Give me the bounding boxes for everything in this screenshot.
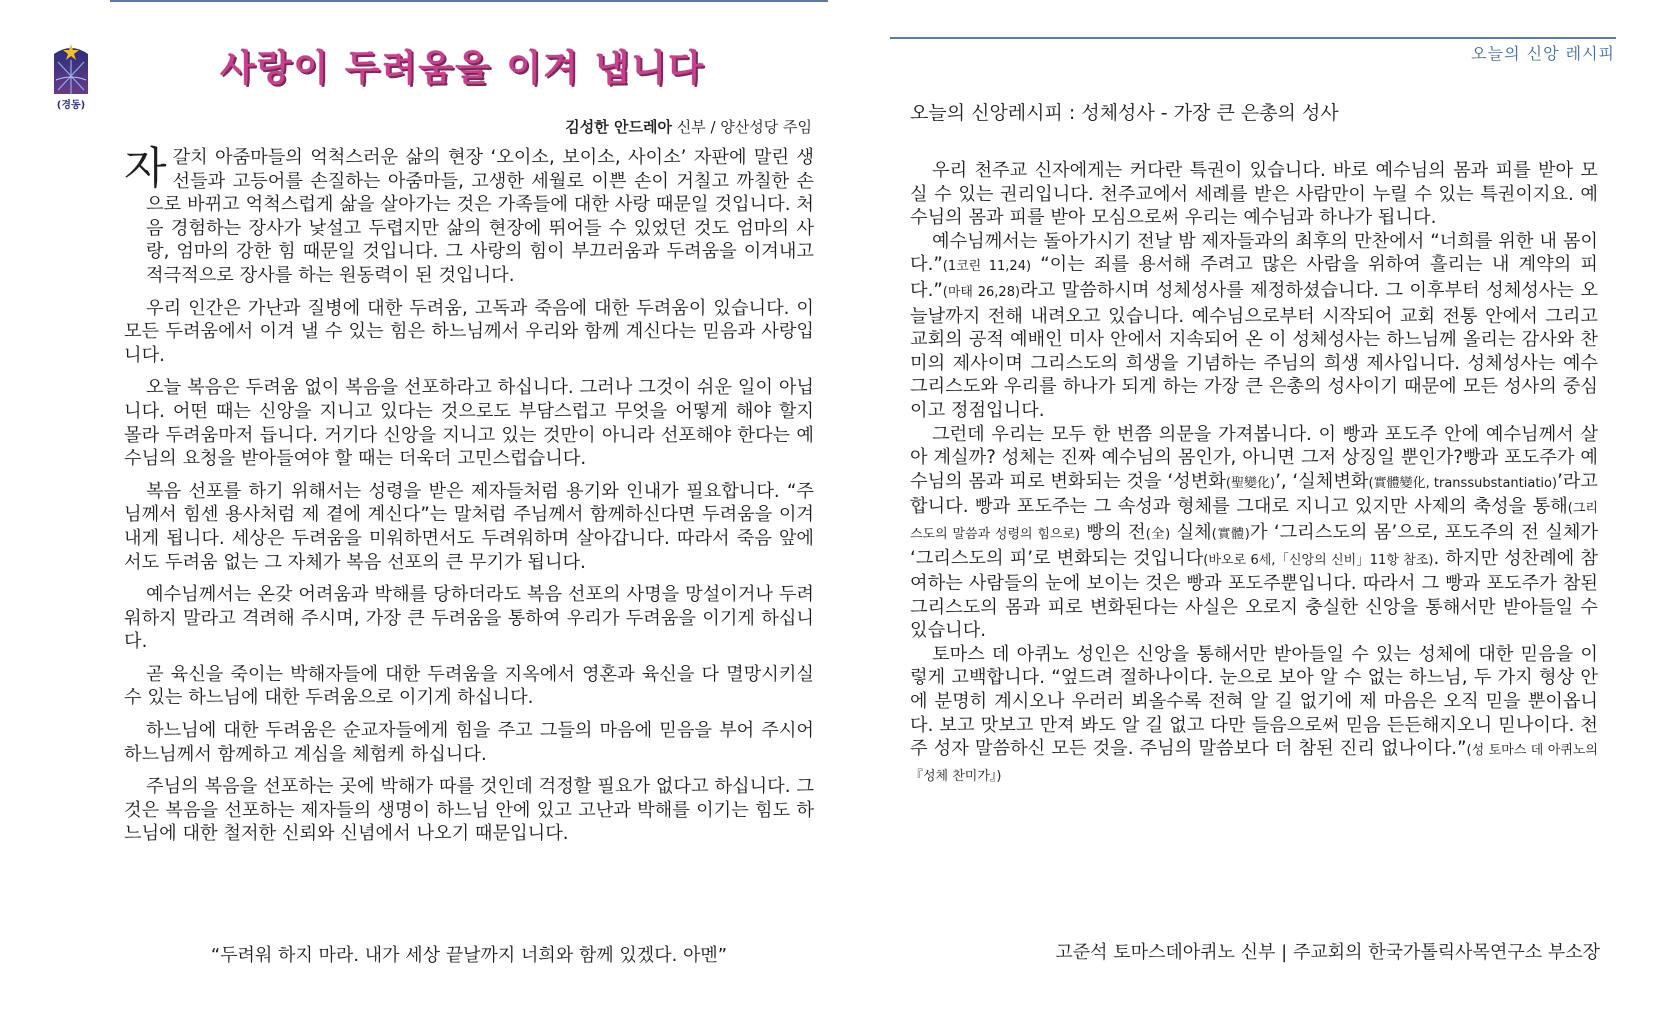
byline <box>565 116 812 137</box>
top-rule <box>110 0 828 2</box>
diocese-logo <box>50 40 92 112</box>
article-title: 사랑이 두려움을 이겨 냅니다 <box>220 48 705 89</box>
paragraph: 우리 인간은 가난과 질병에 대한 두려움, 고독과 죽음에 대한 두려움이 있습니다. 이 모든 두려움에서 이겨 낼 수 있는 힘은 하느님께서 우리와 함께 계신다는 믿음과 사랑입니다. <box>124 297 814 366</box>
right-page <box>890 0 1680 1020</box>
section-tag: 오늘의 신앙 레시피 <box>1471 44 1615 63</box>
paragraph: 오늘 복음은 두려움 없이 복음을 선포하라고 하십니다. 그러나 그것이 쉬운 일이 아닙니다. 어떤 때는 신앙을 지니고 있다는 것으로도 부담스럽고 무엇을 어떻게 해야 할지 몰라 두려움마저 듭니다. 거기다 신앙을 지니고 있는 것만이 아니라 선포해야 한다는 예수님의 요청을 받아들여야 할 때는 더욱더 고민스럽습니다. <box>124 377 814 470</box>
paragraph: 그런데 우리는 모두 한 번쯤 의문을 가져봅니다. 이 빵과 포도주 안에 예수님께서 살아 계실까? 성체는 진짜 예수님의 몸인가, 아니면 그저 상징일 뿐인가?빵과 포도주가 예수님의 몸과 피로 변화되는 것을 ‘성변화(聖變化)’, ‘실체변화(實體變化, transsubstantiatio)’라고 합니다. 빵과 포도주는 그 속성과 형체를 그대로 지니고 있지만 사제의 축성을 통해(그리스도의 말씀과 성령의 힘으로) 빵의 전(全) 실체(實體)가 ‘그리스도의 몸’으로, 포도주의 전 실체가 ‘그리스도의 피’로 변화되는 것입니다(바오로 6세,「신앙의 신비」11항 참조). 하지만 성찬례에 참여하는 사람들의 눈에 보이는 것은 빵과 포도주뿐입니다. 따라서 그 빵과 포도주가 참된 그리스도의 몸과 피로 변화된다는 사실은 오로지 충실한 신앙을 통해서만 받아들일 수 있습니다. <box>910 423 1598 642</box>
article-subtitle: 오늘의 신앙레시피 : 성체성사 - 가장 큰 은총의 성사 <box>910 102 1339 124</box>
paragraph: 예수님께서는 온갖 어려움과 박해를 당하더라도 복음 선포의 사명을 망설이거나 두려워하지 말라고 격려해 주시며, 가장 큰 두려움을 통하여 우리가 두려움을 이기게 하십니다. <box>124 584 814 653</box>
logo-label: (경동) <box>56 100 86 111</box>
scripture-ref: (1코린 11,24) <box>942 259 1032 275</box>
byline-role: 신부 / 양산성당 주임 <box>676 118 812 136</box>
byline-author: 김성한 안드레아 <box>565 118 672 136</box>
paragraph: 자갈치 아줌마들의 억척스러운 삶의 현장 ‘오이소, 보이소, 사이소’ 자판에 말린 생선들과 고등어를 손질하는 아줌마들, 고생한 세월로 이쁜 손이 거칠고 까칠한 손으로 바뀌고 억척스럽게 삶을 살아가는 것은 가족들에 대한 사랑 때문일 것입니다. 처음 경험하는 장사가 낯설고 두렵지만 삶의 현장에 뛰어들 수 있었던 것도 엄마의 사랑, 엄마의 강한 힘 때문일 것입니다. 그 사랑의 힘이 부끄러움과 두려움을 이겨내고 적극적으로 장사를 하는 원동력이 된 것입니다. <box>124 143 814 286</box>
paragraph: 하느님에 대한 두려움은 순교자들에게 힘을 주고 그들의 마음에 믿음을 부어 주시어 하느님께서 함께하고 계심을 체험케 하십니다. <box>124 720 814 765</box>
drop-cap: 자 <box>124 143 167 194</box>
paragraph: 곧 육신을 죽이는 박해자들에 대한 두려움을 지옥에서 영혼과 육신을 다 멸망시키실 수 있는 하느님에 대한 두려움으로 이기게 하십니다. <box>124 663 814 709</box>
paragraph: 토마스 데 아퀴노 성인은 신앙을 통해서만 받아들일 수 있는 성체에 대한 믿음을 이렇게 고백합니다. “엎드려 절하나이다. 눈으로 보아 알 수 없는 하느님, 두 가지 형상 안에 분명히 계시오나 우러러 뵈올수록 전혀 알 길 없기에 제 마음은 오직 믿을 뿐이옵니다. 보고 맛보고 만져 봐도 알 길 없고 다만 들음으로써 믿음 든든해지오니 믿나이다. 천주 성자 말씀하신 모든 것을. 주님의 말씀보다 더 참된 진리 없나이다.”(성 토마스 데 아퀴노의『성체 찬미가』) <box>910 643 1598 784</box>
top-rule <box>890 37 1616 39</box>
paragraph: 복음 선포를 하기 위해서는 성령을 받은 제자들처럼 용기와 인내가 필요합니다. “주님께서 힘센 용사처럼 제 곁에 계신다”는 말처럼 주님께서 함께하신다면 두려움을 이겨내게 됩니다. 세상은 두려움을 미워하면서도 두려워하며 살아갑니다. 따라서 죽음 앞에서도 두려움 없는 그 자체가 복음 선포의 큰 무기가 됩니다. <box>124 480 814 573</box>
author-credit: 고준석 토마스데아퀴노 신부 | 주교회의 한국가톨릭사목연구소 부소장 <box>1055 942 1600 963</box>
citation: (바오로 6세,「신앙의 신비」11항 참조) <box>1203 552 1434 568</box>
right-article-body <box>910 159 1598 788</box>
left-page <box>0 0 830 1020</box>
closing-quote: “두려워 하지 마라. 내가 세상 끝날까지 너희와 함께 있겠다. 아멘” <box>210 945 728 966</box>
paragraph: 우리 천주교 신자에게는 커다란 특권이 있습니다. 바로 예수님의 몸과 피를 받아 모실 수 있는 권리입니다. 천주교에서 세례를 받은 사람만이 누릴 수 있는 특권이지요. 예수님의 몸과 피를 받아 모심으로써 우리는 예수님과 하나가 됩니다. <box>910 160 1598 229</box>
paragraph: 예수님께서는 돌아가시기 전날 밤 제자들과의 최후의 만찬에서 “너희를 위한 내 몸이다.”(1코린 11,24) “이는 죄를 용서해 주려고 많은 사람을 위하여 흘리는 내 계약의 피다.”(마태 26,28)라고 말씀하시며 성체성사를 제정하셨습니다. 그 이후부터 성체성사는 오늘날까지 전해 내려오고 있습니다. 예수님으로부터 시작되어 교회 전통 안에서 그리고 교회의 공적 예배인 미사 안에서 지속되어 온 이 성체성사는 하느님께 올리는 감사와 찬미의 제사이며 그리스도의 희생을 기념하는 주님의 희생 제사입니다. 성체성사는 예수 그리스도와 우리를 하나가 되게 하는 가장 큰 은총의 성사이기 때문에 모든 성사의 중심이고 정점입니다. <box>910 230 1599 421</box>
paragraph: 주님의 복음을 선포하는 곳에 박해가 따를 것인데 걱정할 필요가 없다고 하십니다. 그것은 복음을 선포하는 제자들의 생명이 하느님 안에 있고 고난과 박해를 이기는 힘도 하느님에 대한 철저한 신뢰와 신념에서 나오기 때문입니다. <box>124 776 814 845</box>
scripture-ref: (마태 26,28) <box>942 284 1021 300</box>
citation: (성 토마스 데 아퀴노의『성체 찬미가』) <box>910 743 1598 784</box>
left-article-body <box>124 143 814 855</box>
